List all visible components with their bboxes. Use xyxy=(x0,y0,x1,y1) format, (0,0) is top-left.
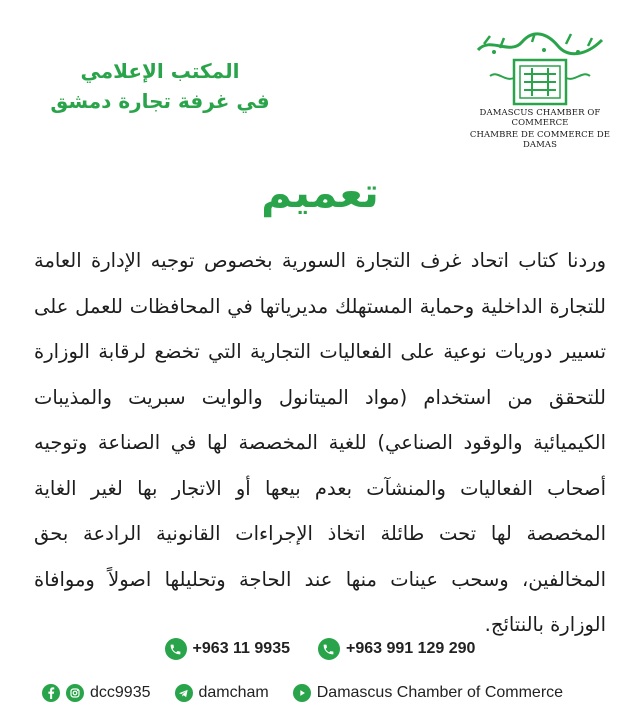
social-handle-telegram: damcham xyxy=(198,684,269,701)
social-telegram[interactable] xyxy=(175,684,269,702)
contact-row xyxy=(0,638,640,660)
circular-body: وردنا كتاب اتحاد غرف التجارة السورية بخصوص توجيه الإدارة العامة للتجارة الداخلية وحماية المستهلك مديرياتها في المحافظات للعمل على تسيير دوريات نوعية على الفعاليات التجارية التي تخضع لرقابة الوزارة للتحقق من استخدام (مواد الميتانول والوايت سبريت والمذيبات الكيميائية والوقود الصناعي) للغية المخصصة لها في الصناعة وتوجيه أصحاب الفعاليات والمنشآت بعدم بيعها أو الاتجار بها لغير الغاية المخصصة لها تحت طائلة اتخاذ الإجراءات القانونية الرادعة بحق المخالفين، وسحب عينات منها عند الحاجة وتحليلها اصولاً وموافاة الوزارة بالنتائج. xyxy=(34,249,606,636)
phone-icon xyxy=(165,638,187,660)
media-office-header xyxy=(30,56,290,116)
social-row xyxy=(42,684,620,702)
logo-caption-fr: CHAMBRE DE COMMERCE DE DAMAS xyxy=(469,130,611,150)
social-handle-dcc: dcc9935 xyxy=(90,684,151,701)
phone-number-2: +963 991 129 290 xyxy=(345,640,476,657)
youtube-icon xyxy=(293,684,311,702)
chamber-emblem-icon xyxy=(470,30,610,106)
chamber-logo xyxy=(460,30,620,150)
facebook-icon xyxy=(42,684,60,702)
instagram-icon xyxy=(66,684,84,702)
phone-contact-2[interactable] xyxy=(318,638,475,660)
phone-number-1: +963 11 9935 xyxy=(192,640,290,657)
phone-contact-1[interactable] xyxy=(165,638,290,660)
social-youtube[interactable] xyxy=(293,684,563,702)
social-facebook-instagram[interactable] xyxy=(42,684,151,702)
whatsapp-icon xyxy=(318,638,340,660)
logo-caption-en: DAMASCUS CHAMBER OF COMMERCE xyxy=(479,108,601,128)
office-line-1: المكتب الإعلامي xyxy=(80,59,240,83)
social-handle-youtube: Damascus Chamber of Commerce xyxy=(316,684,564,701)
circular-title: تعميم xyxy=(261,168,379,217)
telegram-icon xyxy=(175,684,193,702)
office-line-2: في غرفة تجارة دمشق xyxy=(50,89,270,113)
